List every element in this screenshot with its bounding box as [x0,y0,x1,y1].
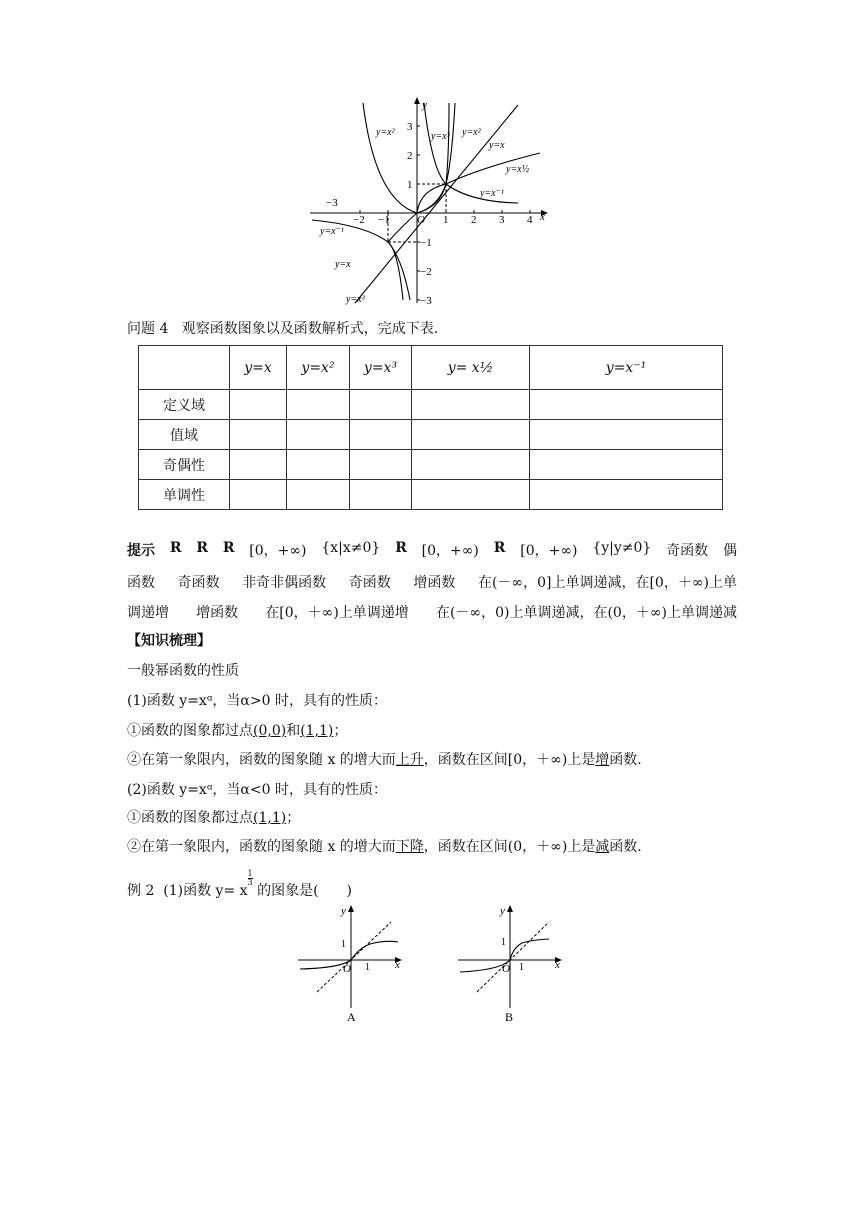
hint-item: {x|x≠0} [321,540,381,556]
table-header-cell: y=x⁻¹ [530,346,723,390]
fill-blank: (0,0) [253,723,287,739]
exponent-fraction [248,870,253,887]
question-4 [127,318,438,338]
knowledge-heading: 【知识梳理】 [127,633,211,649]
hint-item: 增函数 [413,575,456,591]
hint-item: 奇函数 [177,575,220,591]
y-axis-arrow [414,97,420,104]
row-label: 单调性 [139,480,230,510]
label-inv-left: y=x⁻¹ [320,226,344,237]
origin-label: O [417,214,425,226]
label-inv-right: y=x⁻¹ [480,188,504,199]
origin-label: O [343,963,351,975]
origin-label: O [502,963,510,975]
hint-label: 提示 [127,543,155,559]
table-cell [230,420,287,450]
properties-table [138,345,723,510]
table-cell [530,480,723,510]
table-cell [230,390,287,420]
fill-blank: (1,1) [253,810,287,826]
knowledge-p1: (1)函数 y=xᵅ，当α>0 时，具有的性质： [127,693,387,709]
table-header-cell [139,346,230,390]
y-tick-neg2: −2 [420,266,432,278]
table-cell [412,390,530,420]
fill-blank: 上升 [395,752,424,768]
hint-item: 在[0，＋∞)上单调递增 [265,605,409,621]
exp-den: 3 [247,878,253,887]
y-tick-1: 1 [407,179,413,191]
table-cell [412,420,530,450]
fill-blank: 增 [595,752,610,768]
option-b-graph [455,900,570,1025]
hint-item: 奇函数 [666,543,709,559]
text: ②在第一象限内，函数的图象随 x 的增大而 [127,839,396,855]
table-cell [230,480,287,510]
y-tick-1: 1 [501,937,506,948]
x-tick-3: 3 [499,214,505,226]
x-tick-1: 1 [519,962,524,973]
hint-item: 奇函数 [348,575,391,591]
table-header-cell: y=x [230,346,287,390]
axis-x-label: x [555,959,560,971]
hint-item: [0，+∞) [520,543,578,559]
fill-blank: 下降 [395,839,424,855]
fill-blank: (1,1) [300,723,334,739]
option-a-graph [295,900,410,1025]
x-tick-neg2: −2 [353,214,365,226]
x-tick-1: 1 [365,962,370,973]
label-x3-top: y=x³ [431,131,450,142]
y-tick-1: 1 [341,939,346,950]
table-cell [350,420,412,450]
row-label: 奇偶性 [139,450,230,480]
option-letter: B [505,1010,514,1024]
example-pre: (1)函数 y= x [163,883,248,899]
hint-line-3 [127,602,737,622]
x-tick-neg3: −3 [326,197,338,209]
y-tick-3: 3 [407,121,413,133]
hint-item: [0，+∞) [249,543,307,559]
label-sqrt: y=x½ [506,164,530,175]
axis-y-label: y [422,99,427,111]
hint-line-1 [127,540,737,560]
table-header-row [139,346,723,390]
knowledge-p2: (2)函数 y=xᵅ，当α<0 时，具有的性质： [127,782,387,798]
knowledge-p1-2 [127,749,642,769]
table-cell [350,450,412,480]
hint-item: 函数 [127,575,155,591]
y-tick-2: 2 [407,150,413,162]
fill-blank: 减 [595,839,610,855]
text: ①函数的图象都过点 [127,723,253,739]
table-row [139,480,723,510]
label-x3-bottom: y=x³ [346,294,365,305]
hint-item: R [196,540,208,556]
hint-item: {y|y≠0} [592,540,652,556]
text: 和 [286,723,301,739]
table-cell [287,420,350,450]
axis-x-label: x [540,211,545,223]
y-tick-neg3: −3 [420,295,432,307]
table-cell [350,390,412,420]
hint-item: R [222,540,235,556]
table-cell [287,450,350,480]
table-cell [230,450,287,480]
label-x-bottom: y=x [335,259,351,270]
label-x2-top: y=x² [462,127,481,138]
hint-item: R [169,540,182,556]
hint-item: 非奇非偶函数 [242,575,327,591]
text: ，函数在区间(0，＋∞)上是 [423,839,596,855]
hint-item: 调递增 [127,605,169,621]
axis-x-label: x [395,959,400,971]
table-row [139,450,723,480]
x-tick-neg1: −1 [378,214,390,226]
axis-y-label: y [500,905,505,917]
hint-item: R [395,540,407,556]
example-post: 的图象是( ) [257,883,353,899]
hint-item: [0，+∞) [421,543,479,559]
text: ①函数的图象都过点 [127,810,253,826]
hint-item: R [493,540,506,556]
label-x2-left: y=x² [376,127,395,138]
question-text: 观察函数图象以及函数解析式，完成下表. [181,321,439,337]
table-cell [350,480,412,510]
label-x-top: y=x [489,140,505,151]
table-header-cell: y=x² [287,346,350,390]
text: ； [333,723,348,739]
hint-item: 偶 [723,543,737,559]
hint-item: 在(－∞，0)上单调递减，在(0，＋∞)上单调递减 [435,605,737,621]
knowledge-p2-2 [127,836,642,856]
text: ②在第一象限内，函数的图象随 x 的增大而 [127,752,396,768]
x-tick-2: 2 [471,214,477,226]
table-cell [530,450,723,480]
knowledge-p2-1 [127,807,300,827]
x-tick-4: 4 [527,214,533,226]
row-label: 值域 [139,420,230,450]
text: 函数. [609,839,642,855]
hint-item: 增函数 [196,605,239,621]
table-cell [530,420,723,450]
power-functions-graph [300,95,560,307]
option-letter: A [347,1010,356,1024]
axis-y-label: y [341,905,346,917]
table-header-cell: y=x³ [350,346,412,390]
text: ，函数在区间[0，＋∞)上是 [423,752,596,768]
example-label: 例 2 [127,883,155,899]
table-header-cell: y= x½ [412,346,530,390]
hint-line-2 [127,572,737,592]
question-label: 问题 4 [127,321,169,337]
text: 函数. [609,752,642,768]
table-row [139,420,723,450]
table-cell [287,480,350,510]
x-tick-1: 1 [443,214,449,226]
knowledge-title: 一般幂函数的性质 [127,663,239,679]
row-label: 定义域 [139,390,230,420]
table-cell [287,390,350,420]
y-tick-neg1: −1 [420,237,432,249]
knowledge-p1-1 [127,720,347,740]
table-cell [412,450,530,480]
table-row [139,390,723,420]
table-cell [412,480,530,510]
exp-num: 1 [247,869,253,878]
text: ； [286,810,301,826]
hint-item: 在(－∞，0]上单调递减，在[0，＋∞)上单 [477,575,737,591]
example-2 [127,869,353,900]
table-cell [530,390,723,420]
